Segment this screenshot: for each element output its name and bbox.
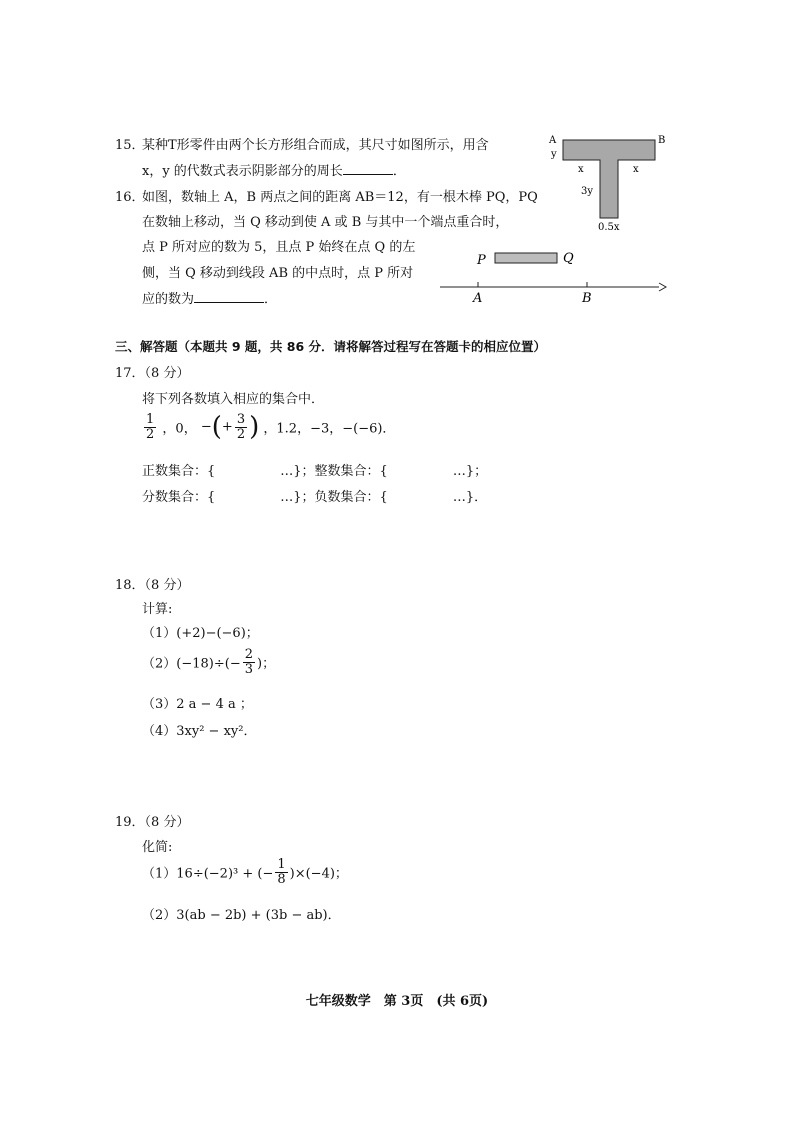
page-footer: 七年级数学 第 3页 (共 6页) — [305, 994, 489, 1009]
q17-row2: 分数集合：{ …}；负数集合：{ …}． — [142, 490, 488, 505]
t-label-a: A — [549, 135, 557, 146]
q16-line4: 侧，当 Q 移动到线段 AB 的中点时，点 P 所对 — [142, 266, 414, 281]
q18-number: 18． — [115, 578, 145, 593]
q17-header — [115, 362, 189, 381]
q15-line2-text: x，y 的代数式表示阴影部分的周长 — [142, 164, 343, 179]
t-shape-figure — [545, 130, 670, 235]
q18-points: （8 分） — [144, 578, 190, 593]
q18-item2-suffix: )； — [257, 656, 276, 672]
fraction-two-thirds — [243, 648, 255, 676]
q19-number: 19． — [115, 815, 145, 830]
big-rparen: ) — [249, 412, 260, 443]
section3-title: 三、解答题（本题共 9 题，共 86 分．请将解答过程写在答题卡的相应位置） — [115, 339, 547, 354]
q16-line5-end: ． — [264, 292, 278, 307]
q18-item2 — [142, 648, 275, 676]
q18-item2-prefix: （2）(−18)÷(− — [142, 656, 241, 672]
q19-item1 — [142, 858, 348, 886]
stick-label-q: Q — [563, 251, 574, 266]
point-label-a: A — [473, 291, 483, 306]
fraction-one-half — [144, 413, 156, 441]
q17-points: （8 分） — [144, 366, 190, 381]
axis-arrow-icon — [659, 283, 666, 291]
point-label-b: B — [582, 291, 592, 306]
t-shape — [563, 140, 655, 218]
q17-number: 17． — [115, 366, 145, 381]
q19-frac-num: 1 — [277, 857, 286, 872]
q18-instruction: 计算: — [142, 602, 173, 617]
numbers-rest: ，1.2，−3，−(−6)． — [263, 421, 396, 437]
t-label-b: B — [658, 135, 666, 146]
q15-line2-end: ． — [392, 164, 406, 179]
big-lparen: ( — [211, 412, 222, 443]
t-label-x-right: x — [633, 164, 639, 175]
fraction-one-eighth — [275, 858, 287, 886]
q15-number: 15． — [115, 138, 145, 153]
q16-line5 — [142, 288, 277, 307]
stick-pq — [495, 253, 557, 263]
q15-line2 — [142, 160, 406, 179]
q17-instruction: 将下列各数填入相应的集合中． — [142, 392, 325, 407]
q19-item2: （2）3(ab − 2b) + (3b − ab)． — [142, 908, 341, 923]
q16-line1: 如图，数轴上 A，B 两点之间的距离 AB＝12，有一根木棒 PQ，PQ — [142, 190, 538, 205]
q19-header — [115, 811, 189, 830]
frac2-num: 3 — [236, 412, 246, 427]
sep-zero: ，0， — [162, 421, 197, 437]
q19-instruction: 化简: — [142, 840, 173, 855]
q15-line1: 某种T形零件由两个长方形组合而成，其尺寸如图所示，用含 — [142, 138, 489, 153]
q18-header — [115, 574, 189, 593]
q17-numbers — [142, 413, 395, 441]
q18-item1: （1）(+2)−(−6)； — [142, 626, 259, 641]
t-label-y: y — [551, 149, 557, 160]
t-label-x-left: x — [578, 164, 584, 175]
fraction-three-halves — [235, 413, 247, 441]
q18-item3: （3）2 a − 4 a ； — [142, 697, 253, 712]
t-label-05x: 0.5x — [598, 222, 620, 233]
frac2-den: 2 — [236, 426, 246, 442]
frac-den: 2 — [146, 426, 155, 442]
q18-frac-num: 2 — [244, 647, 253, 662]
number-line-figure — [435, 242, 667, 308]
q16-line2: 在数轴上移动，当 Q 移动到使 A 或 B 与其中一个端点重合时， — [142, 215, 509, 230]
q15-answer-blank — [343, 162, 393, 175]
q16-answer-blank — [194, 290, 264, 303]
q16-line3: 点 P 所对应的数为 5，且点 P 始终在点 Q 的左 — [142, 240, 416, 255]
q19-item1-prefix: （1）16÷(−2)³ + (− — [142, 866, 274, 882]
q19-frac-den: 8 — [277, 871, 286, 887]
q19-item1-suffix: )×(−4)； — [289, 866, 348, 882]
neg-sign: − — [200, 419, 212, 435]
q19-points: （8 分） — [144, 815, 190, 830]
frac-num: 1 — [146, 412, 155, 427]
q18-item4: （4）3xy² − xy²． — [142, 724, 257, 739]
t-label-3y: 3y — [581, 186, 594, 197]
q16-line5-text: 应的数为 — [142, 292, 195, 307]
stick-label-p: P — [477, 253, 486, 268]
q17-row1: 正数集合：{ …}；整数集合：{ …}； — [142, 464, 488, 479]
plus-sign: + — [221, 419, 233, 435]
q18-frac-den: 3 — [244, 661, 253, 677]
q16-number: 16． — [115, 190, 145, 205]
